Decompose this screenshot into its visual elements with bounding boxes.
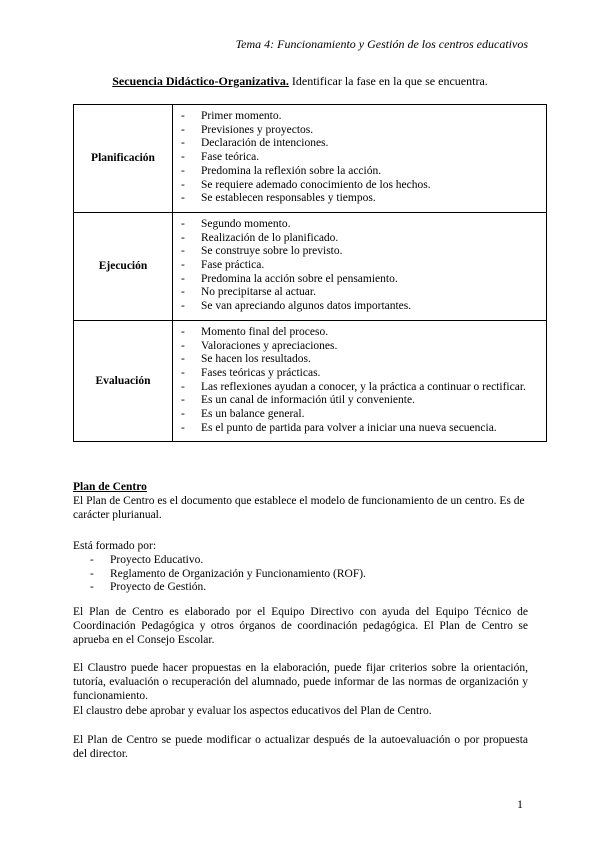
paragraph-elaboration: El Plan de Centro es elaborado por el Equipo Directivo con ayuda del Equipo Técnico de Coordinación Pedagógica y otros órganos de coordinación pedagógica. El Plan de Centro se aprueba en el Consejo Escolar. <box>73 606 528 646</box>
formed-by-label: Está formado por: <box>73 540 157 552</box>
phase-name: Ejecución <box>74 212 173 320</box>
components-block <box>73 540 528 595</box>
table-row <box>74 212 547 320</box>
list-item: - Segundo momento. <box>179 218 542 232</box>
list-item: - Fases teóricas y prácticas. <box>179 367 542 381</box>
list-item: - Es el punto de partida para volver a iniciar una nueva secuencia. <box>179 422 542 436</box>
plan-intro: El Plan de Centro es el documento que establece el modelo de funcionamiento de un centro. Es de carácter plurianual. <box>73 494 525 521</box>
subtitle-rest: Identificar la fase en la que se encuentra. <box>288 74 488 88</box>
plan-section <box>73 481 528 522</box>
list-item: - Declaración de intenciones. <box>179 137 542 151</box>
sequence-subtitle <box>0 74 600 89</box>
list-item: - Fase práctica. <box>179 259 542 273</box>
components-list <box>73 554 528 595</box>
list-item: - Se van apreciando algunos datos importantes. <box>179 300 542 314</box>
list-item: - No precipitarse al actuar. <box>179 286 542 300</box>
section-title: Plan de Centro <box>73 481 147 493</box>
list-item: - Proyecto de Gestión. <box>90 581 528 595</box>
phase-items-cell <box>173 105 547 213</box>
list-item: - Reglamento de Organización y Funcionamiento (ROF). <box>90 568 528 582</box>
phase-item-list <box>179 110 542 206</box>
subtitle-bold: Secuencia Didáctico-Organizativa. <box>112 74 289 88</box>
list-item: - Valoraciones y apreciaciones. <box>179 340 542 354</box>
list-item: - Se construye sobre lo previsto. <box>179 245 542 259</box>
paragraph-modify: El Plan de Centro se puede modificar o actualizar después de la autoevaluación o por propuesta del director. <box>73 734 528 760</box>
list-item: - Predomina la acción sobre el pensamiento. <box>179 273 542 287</box>
list-item: - Proyecto Educativo. <box>90 554 528 568</box>
list-item: - Previsiones y proyectos. <box>179 124 542 138</box>
list-item: - Momento final del proceso. <box>179 326 542 340</box>
phase-items-cell <box>173 320 547 442</box>
table-row <box>74 105 547 213</box>
list-item: - Se requiere ademado conocimiento de los hechos. <box>179 179 542 193</box>
phase-name: Evaluación <box>74 320 173 442</box>
running-header: Tema 4: Funcionamiento y Gestión de los centros educativos <box>235 37 528 51</box>
phase-name: Planificación <box>74 105 173 213</box>
paragraph-claustro: El Claustro puede hacer propuestas en la elaboración, puede fijar criterios sobre la orientación, tutoría, evaluación o recuperación del alumnado, puede informar de las normas de organización y funcionamiento. <box>73 662 528 702</box>
phases-table <box>73 104 547 442</box>
phase-item-list <box>179 326 542 436</box>
list-item: - Es un balance general. <box>179 408 542 422</box>
list-item: - Es un canal de información útil y conveniente. <box>179 394 542 408</box>
page-number: 1 <box>517 797 523 811</box>
paragraph-claustro-approve: El claustro debe aprobar y evaluar los aspectos educativos del Plan de Centro. <box>73 705 432 717</box>
list-item: - Realización de lo planificado. <box>179 232 542 246</box>
list-item: - Se establecen responsables y tiempos. <box>179 192 542 206</box>
list-item: - Fase teórica. <box>179 151 542 165</box>
phase-item-list <box>179 218 542 314</box>
table-row <box>74 320 547 442</box>
list-item: - Las reflexiones ayudan a conocer, y la práctica a continuar o rectificar. <box>179 381 542 395</box>
list-item: - Se hacen los resultados. <box>179 353 542 367</box>
phase-items-cell <box>173 212 547 320</box>
list-item: - Predomina la reflexión sobre la acción. <box>179 165 542 179</box>
list-item: - Primer momento. <box>179 110 542 124</box>
